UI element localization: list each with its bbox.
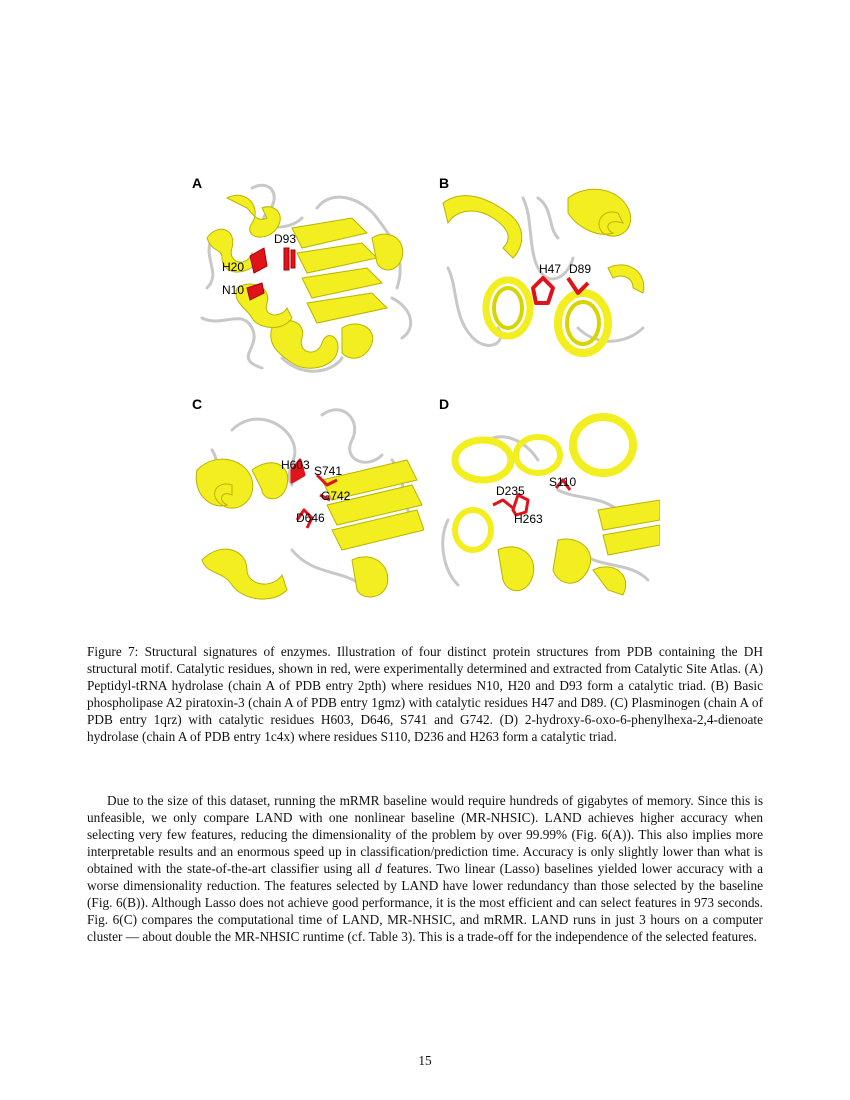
- residue-label-d646: D646: [296, 511, 325, 525]
- body-text-part-1: Due to the size of this dataset, running the mRMR baseline would require hundreds of gigabytes of memory. Since this is unfeasible, we only compare LAND with one nonlinear baseline (MR-NHSIC). LAND achieves higher accuracy when selecting very few features, reducing the dimensionality of the problem by over 99.99% (Fig. 6(A)). This also implies more interpretable results and an enormous speed up in classification/prediction time. Accuracy is only slightly lower than what is obtained with the state-of-the-art classifier using all: [87, 793, 763, 876]
- panel-d-letter: D: [439, 396, 450, 412]
- residue-label-h263: H263: [514, 512, 543, 526]
- residue-label-s110: S110: [549, 475, 577, 489]
- residue-label-h47: H47: [539, 262, 562, 276]
- panel-d-structure: [428, 400, 660, 610]
- protein-structure-b-image: [428, 178, 660, 388]
- body-paragraph: [87, 792, 763, 945]
- page-number: 15: [418, 1053, 432, 1068]
- residue-label-d93: D93: [274, 232, 297, 246]
- residue-label-h20: H20: [222, 260, 245, 274]
- protein-structure-c-image: [192, 400, 424, 610]
- panel-c-structure: [192, 400, 424, 610]
- figure-caption: Figure 7: Structural signatures of enzymes. Illustration of four distinct protein structures from PDB containing the DH structural motif. Catalytic residues, shown in red, were experimentally determined and extracted from Catalytic Site Atlas. (A) Peptidyl-tRNA hydrolase (chain A of PDB entry 2pth) where residues N10, H20 and D93 form a catalytic triad. (B) Basic phospholipase A2 piratoxin-3 (chain A of PDB entry 1gmz) with catalytic residues H47 and D89. (C) Plasminogen (chain A of PDB entry 1qrz) with catalytic residues H603, D646, S741 and G742. (D) 2-hydroxy-6-oxo-6-phenylhexa-2,4-dienoate hydrolase (chain A of PDB entry 1c4x) where residues S110, D236 and H263 form a catalytic triad.: [87, 644, 763, 744]
- figure-7: [190, 170, 660, 610]
- residue-label-d235: D235: [496, 484, 525, 498]
- panel-c-letter: C: [192, 396, 203, 412]
- residue-label-d89: D89: [569, 262, 592, 276]
- residue-label-n10: N10: [222, 283, 245, 297]
- residue-label-h603: H603: [281, 458, 310, 472]
- residue-label-g742: G742: [321, 489, 351, 503]
- variable-d: d: [375, 861, 382, 876]
- panel-b-structure: [428, 178, 660, 388]
- residue-label-s741: S741: [314, 464, 343, 478]
- panel-b-letter: B: [439, 175, 450, 191]
- protein-structure-d-image: [428, 400, 660, 610]
- panel-a-letter: A: [192, 175, 203, 191]
- body-text-part-2: features. Two linear (Lasso) baselines yielded lower accuracy with a worse dimensionality reduction. The features selected by LAND have lower redundancy than those selected by the baseline (Fig. 6(B)). Although Lasso does not achieve good performance, it is the most efficient and can select features in 973 seconds. Fig. 6(C) compares the computational time of LAND, MR-NHSIC, and mRMR. LAND runs in just 3 hours on a computer cluster — about double the MR-NHSIC runtime (cf. Table 3). This is a trade-off for the independence of the selected features.: [87, 861, 763, 944]
